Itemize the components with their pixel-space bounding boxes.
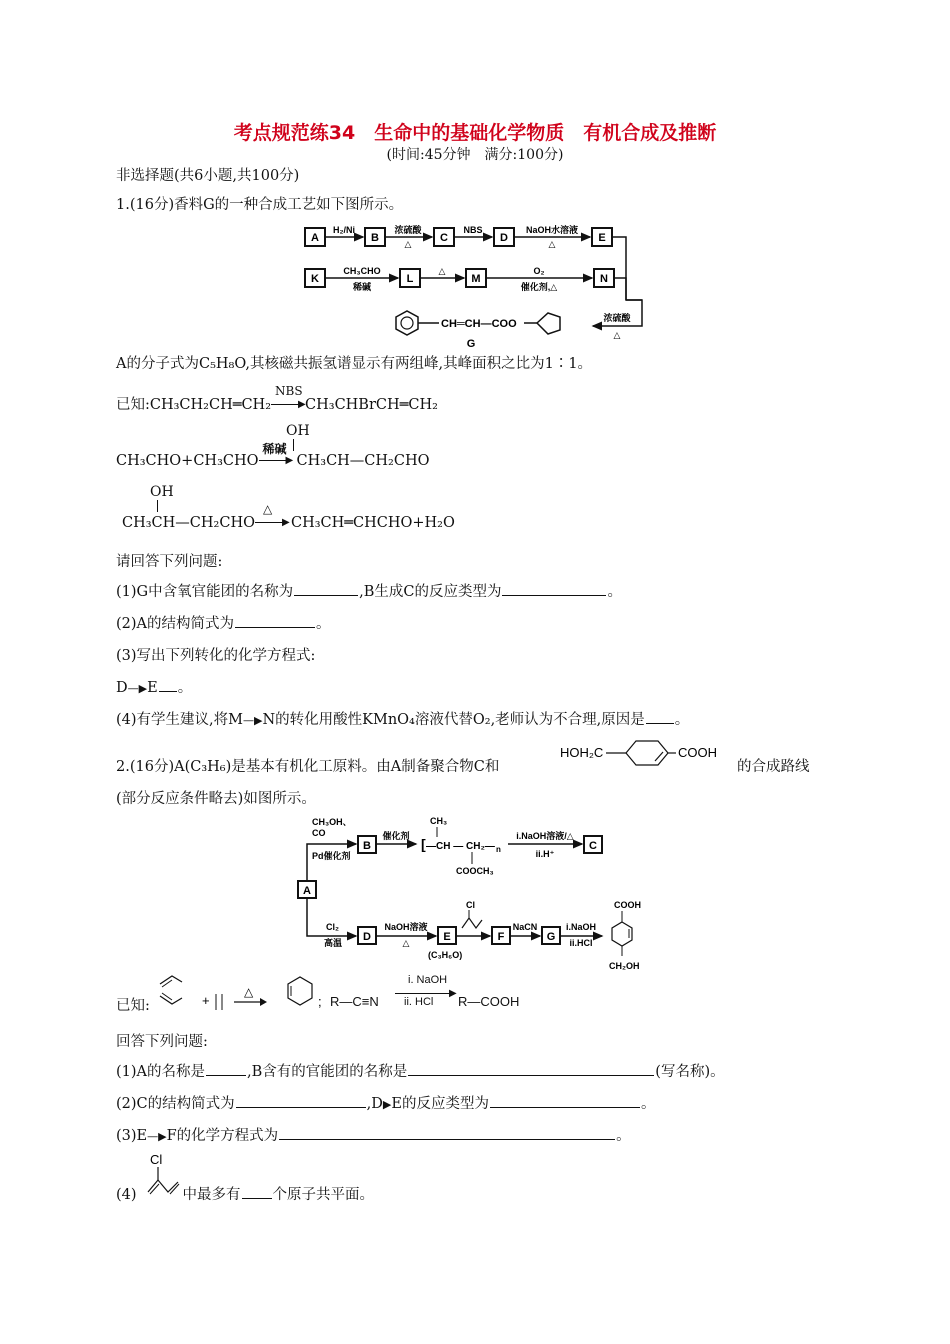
svg-text:CH₃OH、: CH₃OH、 xyxy=(312,817,352,827)
q1-part1: (1)G中含氧官能团的名称为 ,B生成C的反应类型为 。 xyxy=(116,584,622,600)
svg-text:n: n xyxy=(496,845,501,854)
q2-known-cond2: ii. HCl xyxy=(404,996,434,1008)
svg-text:H₂/Ni: H₂/Ni xyxy=(333,225,355,235)
svg-text:—CH — CH₂—: —CH — CH₂— xyxy=(426,841,495,852)
svg-text:△: △ xyxy=(438,266,446,276)
svg-text:COOH: COOH xyxy=(614,900,641,910)
answer-blank[interactable] xyxy=(294,582,358,596)
svg-text:催化剂,△: 催化剂,△ xyxy=(520,282,558,292)
cyclopentene-ring-icon xyxy=(537,313,560,334)
q2-target-structure xyxy=(560,738,735,776)
q2-known-acid: R—COOH xyxy=(458,994,520,1009)
bond-line xyxy=(157,500,158,512)
svg-text:+: + xyxy=(202,993,210,1008)
q1-part4: (4)有学生建议,将M—▶N的转化用酸性KMnO₄溶液代替O₂,老师认为不合理,原因是 。 xyxy=(116,712,690,728)
svg-text:Cl: Cl xyxy=(466,900,475,910)
svg-text:O₂: O₂ xyxy=(533,266,545,276)
benzene-ring-icon xyxy=(396,311,418,335)
q1-part3: (3)写出下列转化的化学方程式: xyxy=(116,648,316,664)
reaction-arrow xyxy=(395,993,453,994)
q1-synthesis-scheme xyxy=(296,220,656,350)
q2-stem: 2.(16分)A(C₃H₆)是基本有机化工原料。由A制备聚合物C和 xyxy=(116,759,500,775)
svg-text:稀碱: 稀碱 xyxy=(352,282,372,292)
section-heading: 非选择题(共6小题,共100分) xyxy=(116,168,300,184)
svg-text:D: D xyxy=(363,931,371,943)
svg-text:△: △ xyxy=(404,239,412,249)
svg-text:△: △ xyxy=(548,239,556,249)
svg-text:C: C xyxy=(589,840,597,852)
answer-blank[interactable] xyxy=(490,1094,640,1108)
q2-known-label: 已知: xyxy=(116,998,150,1014)
svg-text:浓硫酸: 浓硫酸 xyxy=(603,313,631,323)
svg-text:i.NaOH溶液/△: i.NaOH溶液/△ xyxy=(516,831,574,841)
q1-known3-oh: OH xyxy=(150,484,174,500)
svg-text:G: G xyxy=(546,931,556,943)
q1-part3-d: D—▶E 。 xyxy=(116,680,193,696)
svg-text:COOCH₃: COOCH₃ xyxy=(456,866,494,876)
bond-line xyxy=(293,439,294,451)
q1-part2: (2)A的结构简式为 。 xyxy=(116,616,331,632)
svg-text:N: N xyxy=(600,273,608,285)
svg-text:A: A xyxy=(303,885,311,897)
svg-text:CH₂OH: CH₂OH xyxy=(609,961,640,971)
svg-text:[: [ xyxy=(421,836,426,852)
q2-stem-tail: 的合成路线 xyxy=(737,759,810,775)
svg-text:NaOH溶液: NaOH溶液 xyxy=(384,922,428,932)
svg-text:M: M xyxy=(471,273,481,285)
q2-part3: (3)E—▶F的化学方程式为 。 xyxy=(116,1128,631,1144)
q2-known-cond1: i. NaOH xyxy=(408,974,448,986)
svg-text:CO: CO xyxy=(312,828,326,838)
q2-stem-cont: (部分反应条件略去)如图所示。 xyxy=(116,791,316,807)
q1-known2: CH₃CHO+CH₃CHO 稀碱 ▶ CH₃CH—CH₂CHO xyxy=(116,442,430,469)
q1-info: A的分子式为C₅H₈O,其核磁共振氢谱显示有两组峰,其峰面积之比为1∶1。 xyxy=(116,356,593,372)
svg-text:Cl₂: Cl₂ xyxy=(326,922,339,932)
answer-blank[interactable] xyxy=(235,614,315,628)
page-title: 考点规范练34 生命中的基础化学物质 有机合成及推断 xyxy=(233,122,717,144)
svg-text:NaCN: NaCN xyxy=(512,922,538,932)
q2-synthesis-scheme xyxy=(296,812,666,982)
svg-text:高温: 高温 xyxy=(324,938,343,948)
svg-text:NBS: NBS xyxy=(463,225,483,235)
q1-prompt: 请回答下列问题: xyxy=(116,554,223,570)
svg-text:CH═CH—COO: CH═CH—COO xyxy=(441,318,517,330)
svg-text:△: △ xyxy=(244,985,254,999)
q2-part4: (4) 中最多有 个原子共平面。 xyxy=(116,1187,375,1203)
svg-text:E: E xyxy=(443,931,451,943)
q1-known1: 已知:CH₃CH₂CH═CH₂ NBS ▶ CH₃CHBrCH═CH₂ xyxy=(116,384,438,413)
answer-blank[interactable] xyxy=(236,1094,366,1108)
svg-text:K: K xyxy=(311,273,319,285)
answer-blank[interactable] xyxy=(408,1062,654,1076)
answer-blank[interactable] xyxy=(502,582,606,596)
q1-known2-oh: OH xyxy=(286,423,310,439)
cyclohexene-ring-icon xyxy=(288,977,312,1005)
svg-text:(C₃H₆O): (C₃H₆O) xyxy=(428,950,463,960)
svg-text:△: △ xyxy=(613,330,621,340)
svg-text:HOH₂C: HOH₂C xyxy=(560,745,604,760)
q2-known-nitrile: R—C≡N xyxy=(330,994,379,1009)
q1-known3: CH₃CH—CH₂CHO △ ▶ CH₃CH═CHCHO+H₂O xyxy=(122,502,455,531)
answer-blank[interactable] xyxy=(242,1185,272,1199)
page-subtitle: (时间:45分钟 满分:100分) xyxy=(386,147,564,163)
q2-part2: (2)C的结构简式为 ,D▶E的反应类型为 。 xyxy=(116,1096,656,1112)
answer-blank[interactable] xyxy=(159,678,177,692)
svg-text:浓硫酸: 浓硫酸 xyxy=(394,225,422,235)
svg-text:ii.H⁺: ii.H⁺ xyxy=(535,849,555,859)
svg-text:G: G xyxy=(466,338,476,350)
svg-text:CH₃: CH₃ xyxy=(430,816,448,826)
arrow-head-icon: ▶ xyxy=(449,988,457,999)
svg-text:催化剂: 催化剂 xyxy=(382,831,410,841)
svg-text:i.NaOH: i.NaOH xyxy=(565,922,597,932)
svg-text:F: F xyxy=(497,931,505,943)
svg-text:NaOH水溶液: NaOH水溶液 xyxy=(525,225,579,235)
answer-blank[interactable] xyxy=(279,1126,615,1140)
svg-text:;: ; xyxy=(318,994,322,1009)
svg-text:CH₃CHO: CH₃CHO xyxy=(343,266,381,276)
svg-text:D: D xyxy=(500,232,508,244)
svg-text:△: △ xyxy=(402,938,410,948)
svg-text:COOH: COOH xyxy=(678,745,717,760)
svg-text:B: B xyxy=(363,840,371,852)
svg-text:Cl: Cl xyxy=(150,1152,163,1167)
svg-text:C: C xyxy=(440,232,448,244)
q2-part1: (1)A的名称是 ,B含有的官能团的名称是 (写名称)。 xyxy=(116,1064,725,1080)
answer-blank[interactable] xyxy=(646,710,674,724)
svg-text:Pd催化剂: Pd催化剂 xyxy=(312,851,351,861)
svg-text:L: L xyxy=(406,273,414,285)
q1-stem: 1.(16分)香料G的一种合成工艺如下图所示。 xyxy=(116,197,404,213)
answer-blank[interactable] xyxy=(206,1062,246,1076)
svg-text:E: E xyxy=(598,232,606,244)
svg-text:ii.HCl: ii.HCl xyxy=(569,938,593,948)
q2-prompt: 回答下列问题: xyxy=(116,1034,208,1050)
svg-text:A: A xyxy=(311,232,319,244)
svg-text:B: B xyxy=(371,232,379,244)
